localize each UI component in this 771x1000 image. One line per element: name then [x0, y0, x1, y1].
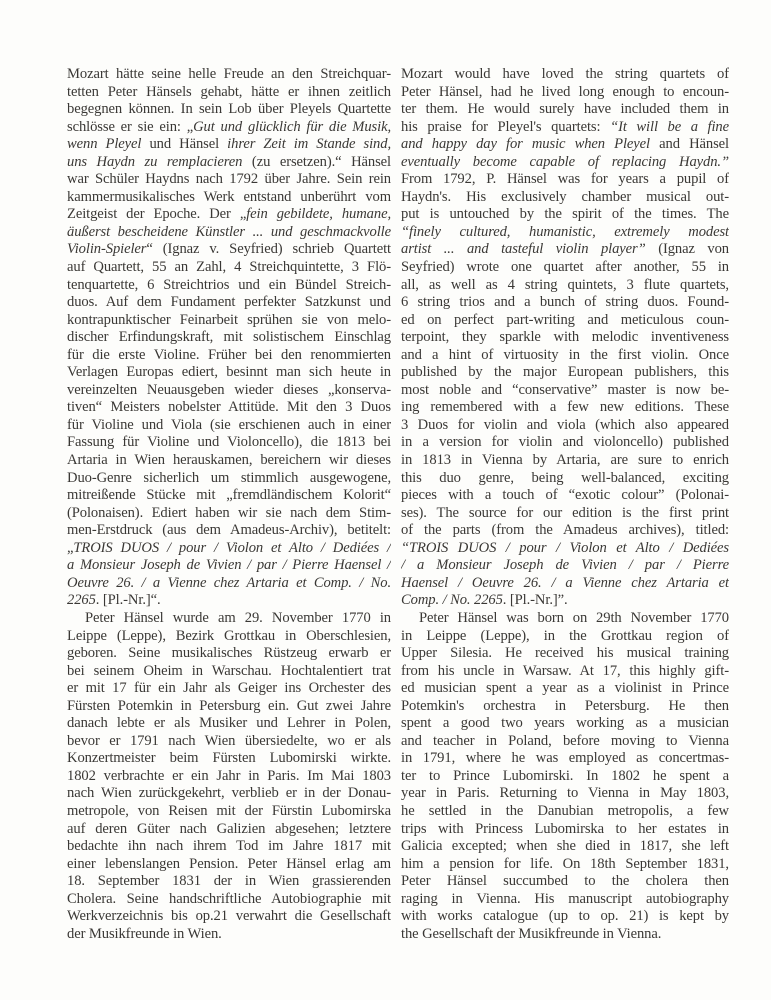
text-segment: geboren. Seine musikalisches Rüstzeug erwarb er	[67, 645, 391, 662]
text-line	[67, 838, 391, 856]
text-line	[67, 66, 391, 84]
text-line	[401, 312, 729, 330]
text-line	[67, 891, 391, 909]
text-segment: in 1813 in Vienna by Artaria, are sure to enrich	[401, 452, 729, 469]
text-segment: Haydn's. His exclusively chamber musical out-	[401, 188, 729, 205]
text-line	[401, 294, 729, 312]
text-line	[67, 557, 391, 575]
text-segment: (Polonaisen). Ediert haben wir sie nach dem Stim-	[67, 504, 391, 521]
text-segment: and Hänsel	[650, 136, 729, 153]
text-segment: begegnen können. In sein Lob über Pleyels Quartette	[67, 101, 391, 118]
text-line	[401, 750, 729, 768]
text-line	[401, 785, 729, 803]
text-segment: Fürsten Potemkin in Petersburg ein. Gut zwei Jahre	[67, 697, 391, 714]
text-segment: men-Erstdruck (aus dem Amadeus-Archiv), betitelt:	[67, 522, 391, 539]
text-segment: Verlagen Europas ediert, besinnt man sich heute in	[67, 364, 391, 381]
text-line	[67, 119, 391, 137]
text-segment: danach lebte er als Musiker und Lehrer in Polen,	[67, 715, 391, 732]
text-line	[401, 821, 729, 839]
italic-text-segment: “It will be a fine	[610, 118, 729, 135]
italic-text-segment: fein gebildete, humane,	[246, 206, 391, 223]
text-line	[401, 119, 729, 137]
text-line	[67, 136, 391, 154]
italic-text-segment: / a Monsieur Joseph de Vivien / par / Pierre	[401, 557, 729, 574]
text-line	[401, 926, 729, 944]
text-line	[67, 803, 391, 821]
text-line	[401, 592, 729, 610]
text-line	[67, 434, 391, 452]
text-line	[67, 592, 391, 610]
text-line	[67, 715, 391, 733]
text-segment: this duo genre, being well-balanced, exciting	[401, 469, 729, 486]
text-line	[401, 487, 729, 505]
text-line	[67, 505, 391, 523]
text-line	[401, 364, 729, 382]
text-segment: für die erste Violine. Früher bei den renommierten	[67, 346, 391, 363]
text-line	[401, 557, 729, 575]
text-segment: 3 Duos for violin and viola (which also appeared	[401, 416, 729, 433]
text-segment: most noble and “conservative” master is now be-	[401, 381, 729, 398]
text-segment: tenquartette, 6 Streichtrios und ein Bündel Streich-	[67, 276, 391, 293]
text-line	[67, 294, 391, 312]
text-line	[401, 733, 729, 751]
text-segment: Peter Hänsel succumbed to the cholera then	[401, 873, 729, 890]
italic-text-segment: a Monsieur Joseph de Vivien / par / Pierre Haensel /	[67, 557, 391, 574]
text-segment: Konzertmeister beim Fürsten Lubomirski wirkte.	[67, 750, 391, 767]
text-line	[67, 206, 391, 224]
text-line	[401, 715, 729, 733]
italic-text-segment: eventually become capable of replacing Haydn.”	[401, 153, 729, 170]
text-line	[67, 189, 391, 207]
text-line	[401, 680, 729, 698]
text-segment: from his uncle in Warsaw. At 17, this highly gift-	[401, 662, 729, 679]
text-line	[67, 382, 391, 400]
italic-text-segment: TROIS DUOS / pour / Violon et Alto / Dediées /	[73, 539, 391, 556]
text-line	[401, 610, 729, 628]
text-line	[401, 259, 729, 277]
text-line	[401, 891, 729, 909]
text-line	[67, 908, 391, 926]
text-line	[67, 470, 391, 488]
text-segment: Mozart hätte seine helle Freude an den Streichquar-	[67, 66, 391, 82]
text-line	[67, 821, 391, 839]
italic-text-segment: artist ... and tasteful violin player”	[401, 241, 646, 258]
text-segment: kontrapunktischer Feinarbeit sprühen sie von melo-	[67, 311, 391, 328]
text-line	[67, 750, 391, 768]
text-segment: pieces with a touch of “exotic colour” (Polonai-	[401, 487, 729, 504]
text-segment: einer lebenslangen Pension. Peter Hänsel erlag am	[67, 855, 391, 872]
text-segment: From 1792, P. Hänsel was for years a pupil of	[401, 171, 729, 188]
text-segment: ing remembered with a few new editions. These	[401, 399, 729, 416]
italic-text-segment: and happy day for music when Pleyel	[401, 136, 650, 153]
text-segment: mitreißende Stücke mit „fremdländischem Kolorit“	[67, 487, 391, 504]
text-line	[401, 347, 729, 365]
text-segment: (zu ersetzen).“ Hänsel	[242, 153, 391, 170]
text-line	[401, 856, 729, 874]
text-segment: Potemkin's orchestra in Petersburg. He then	[401, 697, 729, 714]
text-line	[401, 698, 729, 716]
text-segment: all, as well as 4 string quintets, 3 flute quartets,	[401, 276, 729, 293]
italic-text-segment: Comp. / No. 2265	[401, 592, 503, 609]
text-segment: in 1791, where he was employed as concertmas-	[401, 750, 729, 767]
text-segment: auf deren Güter nach Galizien abgesehen; letztere	[67, 820, 391, 837]
text-segment: raging in Vienna. His manuscript autobiography	[401, 890, 729, 907]
italic-text-segment: “finely cultured, humanistic, extremely modest	[401, 223, 729, 240]
text-segment: er mit 17 für ein Jahr als Geiger ins Orchester des	[67, 680, 391, 697]
text-line	[401, 399, 729, 417]
text-line	[401, 452, 729, 470]
text-segment: . [Pl.-Nr.]“.	[95, 592, 161, 609]
text-line	[401, 277, 729, 295]
text-line	[67, 733, 391, 751]
text-line	[401, 908, 729, 926]
text-line	[67, 610, 391, 628]
text-line	[67, 768, 391, 786]
text-segment: Werkverzeichnis bis op.21 verwahrt die Gesellschaft	[67, 908, 391, 925]
text-segment: Peter Hänsel wurde am 29. November 1770 in	[85, 609, 391, 626]
italic-text-segment: ihrer Zeit im Stande sind,	[227, 136, 391, 153]
text-line	[67, 487, 391, 505]
text-segment: ses). The source for our edition is the first print	[401, 504, 729, 521]
text-segment: year in Paris. Returning to Vienna in May 1803,	[401, 785, 729, 802]
text-line	[401, 873, 729, 891]
text-line	[67, 171, 391, 189]
text-segment: put is untouched by the spirit of the times. The	[401, 206, 729, 223]
text-segment: discher Erfindungskraft, mit solistischem Einschlag	[67, 329, 391, 346]
text-line	[67, 259, 391, 277]
italic-text-segment: uns Haydn zu remplacieren	[67, 153, 243, 170]
text-line	[401, 522, 729, 540]
text-line	[401, 136, 729, 154]
text-segment: metropole, von Reisen mit der Fürstin Lubomirska	[67, 802, 391, 819]
text-line	[67, 522, 391, 540]
text-line	[401, 540, 729, 558]
text-segment: tiven“ Meisters nobelster Attitüde. Mit den 3 Duos	[67, 399, 391, 416]
text-segment: ed musician spent a year as a violinist in Prince	[401, 680, 729, 697]
text-line	[67, 873, 391, 891]
text-line	[401, 224, 729, 242]
text-line	[67, 84, 391, 102]
text-segment: nach Wien zurückgekehrt, verblieb er in der Donau-	[67, 785, 391, 802]
text-line	[67, 452, 391, 470]
text-line	[401, 84, 729, 102]
italic-text-segment: 2265	[67, 592, 96, 609]
text-segment: him a pension for life. On 18th September 1831,	[401, 855, 729, 872]
text-segment: vereinzelten Neuausgeben wieder dieses „konserva-	[67, 381, 391, 398]
text-segment: schlösse er sie ein: „	[67, 118, 194, 135]
german-text-column	[67, 66, 391, 943]
text-segment: der Musikfreunde in Wien.	[67, 925, 222, 942]
text-segment: “ (Ignaz v. Seyfried) schrieb Quartett	[146, 241, 391, 258]
text-segment: published by the major European publishers, this	[401, 364, 729, 381]
text-line	[67, 698, 391, 716]
italic-text-segment: “TROIS DUOS / pour / Violon et Alto / Dediées	[401, 539, 729, 556]
text-line	[67, 277, 391, 295]
text-line	[401, 206, 729, 224]
text-segment: Peter Hänsel, had he lived long enough to encoun-	[401, 83, 729, 100]
text-line	[67, 329, 391, 347]
text-segment: „	[67, 539, 74, 556]
text-segment: Zeitgeist der Epoche. Der „	[67, 206, 247, 223]
text-line	[401, 417, 729, 435]
text-line	[401, 505, 729, 523]
text-line	[67, 399, 391, 417]
text-line	[401, 434, 729, 452]
italic-text-segment: wenn Pleyel	[67, 136, 142, 153]
text-segment: spent a good two years working as a musician	[401, 715, 729, 732]
text-segment: trips with Princess Lubomirska to her estates in	[401, 820, 729, 837]
text-segment: Seyfried) wrote one quartet after another, 55 in	[401, 259, 729, 276]
text-line	[67, 645, 391, 663]
text-segment: of the parts (from the Amadeus archives), titled:	[401, 522, 729, 539]
text-line	[401, 628, 729, 646]
text-segment: in Leippe (Leppe), in the Grottkau region of	[401, 627, 729, 644]
text-line	[67, 680, 391, 698]
text-segment: ed on perfect part-writing and meticulous coun-	[401, 311, 729, 328]
text-line	[401, 241, 729, 259]
italic-text-segment: Violin-Spieler	[67, 241, 147, 258]
text-segment: the Gesellschaft der Musikfreunde in Vienna.	[401, 925, 662, 942]
text-line	[401, 101, 729, 119]
text-line	[401, 66, 729, 84]
italic-text-segment: äußerst bescheidene Künstler ... und geschmackvolle	[67, 223, 391, 240]
text-line	[401, 803, 729, 821]
text-segment: with works catalogue (up to op. 21) is kept by	[401, 908, 729, 925]
text-line	[67, 628, 391, 646]
text-line	[401, 382, 729, 400]
text-segment: (Ignaz von	[645, 241, 729, 258]
text-line	[67, 347, 391, 365]
text-line	[401, 575, 729, 593]
italic-text-segment: Gut und glücklich für die Musik,	[193, 118, 391, 135]
text-line	[67, 856, 391, 874]
text-line	[401, 838, 729, 856]
italic-text-segment: Oeuvre 26. / a Vienne chez Artaria et Comp. / No.	[67, 574, 391, 591]
text-segment: Leippe (Leppe), Bezirk Grottkau in Oberschlesien,	[67, 627, 391, 644]
text-segment: Peter Hänsel was born on 29th November 1770	[419, 609, 729, 626]
text-line	[67, 101, 391, 119]
text-segment: Duo-Genre sicherlich um stimmlich ausgewogene,	[67, 469, 391, 486]
text-line	[67, 575, 391, 593]
text-segment: auf Quartett, 55 an Zahl, 4 Streichquintette, 3 Flö-	[67, 259, 391, 276]
text-line	[67, 312, 391, 330]
text-line	[67, 417, 391, 435]
text-segment: kammermusikalisches Werk entstand unberührt vom	[67, 188, 391, 205]
text-segment: bedachte ihn nach ihrem Tod im Jahre 1817 mit	[67, 838, 391, 855]
text-segment: he settled in the Danubian metropolis, a few	[401, 802, 729, 819]
text-segment: and teacher in Poland, before moving to Vienna	[401, 732, 729, 749]
text-segment: duos. Auf dem Fundament perfekter Satzkunst und	[67, 294, 391, 311]
text-line	[401, 663, 729, 681]
text-line	[67, 540, 391, 558]
text-line	[67, 785, 391, 803]
text-segment: Cholera. Seine handschriftliche Autobiographie mit	[67, 890, 391, 907]
text-line	[401, 768, 729, 786]
text-line	[401, 189, 729, 207]
text-line	[67, 364, 391, 382]
text-segment: 6 string trios and a bunch of string duos. Found-	[401, 294, 729, 311]
text-segment: his praise for Pleyel's quartets:	[401, 118, 611, 135]
text-line	[67, 154, 391, 172]
text-segment: 1802 verbrachte er ein Jahr in Paris. Im Mai 1803	[67, 767, 391, 784]
text-segment: und Hänsel	[141, 136, 228, 153]
text-line	[401, 645, 729, 663]
text-line	[401, 470, 729, 488]
text-segment: bevor er 1791 nach Wien übersiedelte, wo er als	[67, 732, 391, 749]
text-segment: ter them. He would surely have included them in	[401, 101, 729, 118]
text-segment: terpoint, they sparkle with melodic inventiveness	[401, 329, 729, 346]
text-segment: ter to Prince Lubomirski. In 1802 he spent a	[401, 767, 729, 784]
text-line	[67, 224, 391, 242]
text-line	[401, 171, 729, 189]
text-segment: . [Pl.-Nr.]”.	[502, 592, 568, 609]
english-text-column	[401, 66, 729, 943]
text-segment: Galicia excepted; when she died in 1817, she left	[401, 838, 729, 855]
text-segment: Mozart would have loved the string quartets of	[401, 66, 729, 82]
text-segment: für Violine und Viola (sie erschienen auch in einer	[67, 416, 391, 433]
text-segment: in a version for violin and violoncello) published	[401, 434, 729, 451]
text-segment: Fassung für Violine und Violoncello), die 1813 bei	[67, 434, 391, 451]
text-line	[67, 663, 391, 681]
text-line	[67, 241, 391, 259]
text-segment: Upper Silesia. He received his musical training	[401, 645, 729, 662]
text-line	[401, 154, 729, 172]
text-line	[401, 329, 729, 347]
italic-text-segment: Haensel / Oeuvre 26. / a Vienne chez Artaria et	[401, 574, 729, 591]
text-segment: 18. September 1831 der in Wien grassierenden	[67, 873, 391, 890]
text-segment: and a hint of virtuosity in the first violin. Once	[401, 346, 729, 363]
text-segment: Artaria in Wien herauskamen, bereichern wir dieses	[67, 452, 391, 469]
text-segment: tetten Peter Hänsels gehabt, hätte er ihnen zeitlich	[67, 83, 391, 100]
text-segment: bei seinem Oheim in Warschau. Hochtalentiert trat	[67, 662, 391, 679]
text-line	[67, 926, 391, 944]
text-segment: war Schüler Haydns nach 1792 über Jahre. Sein rein	[67, 171, 391, 188]
